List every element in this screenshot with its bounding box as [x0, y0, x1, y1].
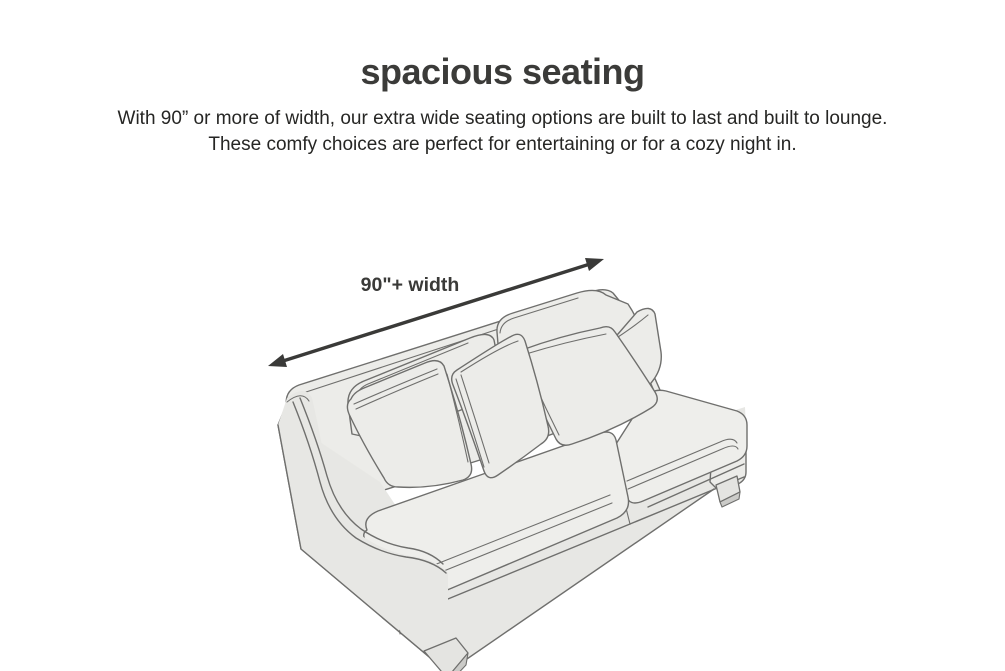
sofa-illustration	[278, 290, 747, 671]
page-title: spacious seating	[360, 51, 645, 92]
arrow-head-left-icon	[268, 354, 287, 367]
arrow-head-right-icon	[585, 258, 604, 271]
description-line-2: These comfy choices are perfect for entertaining or for a cozy night in.	[208, 134, 797, 155]
sofa-diagram	[0, 52, 1005, 671]
infographic-page	[0, 52, 1005, 671]
description-line-1: With 90” or more of width, our extra wide seating options are built to last and built to lounge.	[117, 108, 888, 129]
dimension-label: 90"+ width	[360, 274, 460, 296]
